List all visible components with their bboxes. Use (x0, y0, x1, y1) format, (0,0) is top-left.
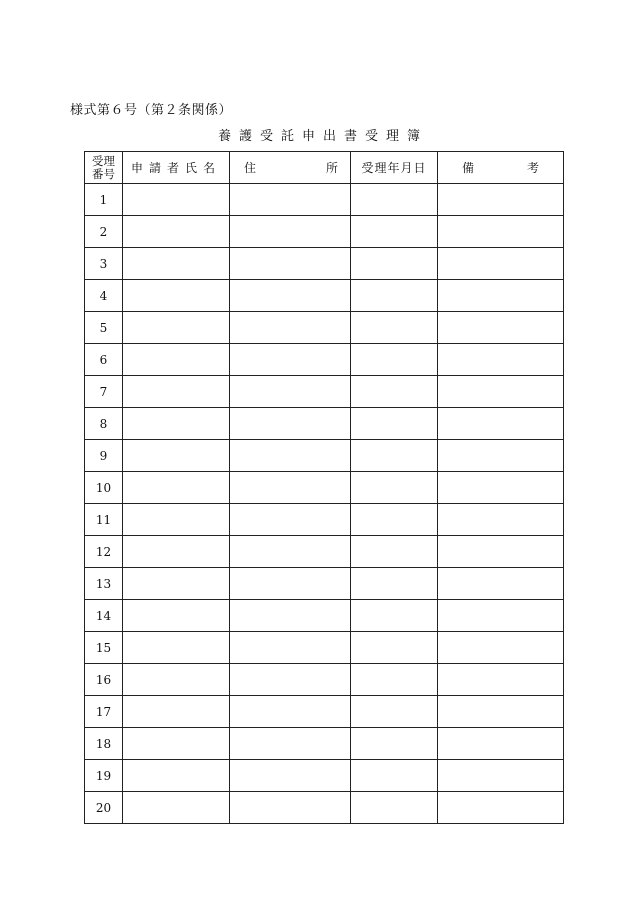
header-received-date: 受理年月日 (351, 152, 438, 184)
received-date-cell[interactable] (351, 408, 438, 440)
address-cell[interactable] (230, 216, 351, 248)
header-remarks-right: 考 (526, 161, 539, 175)
register-body (85, 184, 564, 824)
table-row (85, 600, 564, 632)
received-date-cell[interactable] (351, 376, 438, 408)
remarks-cell[interactable] (438, 536, 564, 568)
header-applicant-name: 申請者氏名 (123, 152, 230, 184)
row-number: 8 (85, 408, 123, 440)
applicant-name-cell[interactable] (123, 664, 230, 696)
address-cell[interactable] (230, 344, 351, 376)
row-number: 4 (85, 280, 123, 312)
received-date-cell[interactable] (351, 312, 438, 344)
row-number: 14 (85, 600, 123, 632)
received-date-cell[interactable] (351, 632, 438, 664)
row-number: 13 (85, 568, 123, 600)
applicant-name-cell[interactable] (123, 344, 230, 376)
header-receipt-number-line2: 番号 (92, 166, 115, 181)
remarks-cell[interactable] (438, 248, 564, 280)
table-row (85, 408, 564, 440)
row-number: 19 (85, 760, 123, 792)
address-cell[interactable] (230, 632, 351, 664)
table-row (85, 216, 564, 248)
applicant-name-cell[interactable] (123, 600, 230, 632)
table-row (85, 568, 564, 600)
row-number: 12 (85, 536, 123, 568)
received-date-cell[interactable] (351, 568, 438, 600)
table-row (85, 280, 564, 312)
received-date-cell[interactable] (351, 440, 438, 472)
header-row (85, 152, 564, 184)
applicant-name-cell[interactable] (123, 536, 230, 568)
address-cell[interactable] (230, 248, 351, 280)
table-row (85, 632, 564, 664)
applicant-name-cell[interactable] (123, 760, 230, 792)
received-date-cell[interactable] (351, 696, 438, 728)
received-date-cell[interactable] (351, 760, 438, 792)
address-cell[interactable] (230, 536, 351, 568)
remarks-cell[interactable] (438, 184, 564, 216)
header-receipt-number (85, 152, 123, 184)
header-receipt-number-line1: 受理 (92, 153, 115, 168)
address-cell[interactable] (230, 440, 351, 472)
address-cell[interactable] (230, 792, 351, 824)
received-date-cell[interactable] (351, 344, 438, 376)
address-cell[interactable] (230, 408, 351, 440)
applicant-name-cell[interactable] (123, 280, 230, 312)
document-title: 養護受託申出書受理簿 (217, 129, 428, 144)
received-date-cell[interactable] (351, 472, 438, 504)
table-row (85, 344, 564, 376)
table-row (85, 760, 564, 792)
register-table (84, 151, 564, 824)
applicant-name-cell[interactable] (123, 472, 230, 504)
remarks-cell[interactable] (438, 216, 564, 248)
row-number: 6 (85, 344, 123, 376)
table-row (85, 696, 564, 728)
remarks-cell[interactable] (438, 472, 564, 504)
remarks-cell[interactable] (438, 504, 564, 536)
row-number: 5 (85, 312, 123, 344)
applicant-name-cell[interactable] (123, 408, 230, 440)
applicant-name-cell[interactable] (123, 376, 230, 408)
address-cell[interactable] (230, 504, 351, 536)
received-date-cell[interactable] (351, 280, 438, 312)
applicant-name-cell[interactable] (123, 184, 230, 216)
table-row (85, 312, 564, 344)
table-row (85, 664, 564, 696)
address-cell[interactable] (230, 728, 351, 760)
remarks-cell[interactable] (438, 568, 564, 600)
address-cell[interactable] (230, 760, 351, 792)
header-address-right: 所 (325, 161, 338, 175)
remarks-cell[interactable] (438, 408, 564, 440)
received-date-cell[interactable] (351, 536, 438, 568)
remarks-cell[interactable] (438, 792, 564, 824)
row-number: 18 (85, 728, 123, 760)
received-date-cell[interactable] (351, 600, 438, 632)
remarks-cell[interactable] (438, 728, 564, 760)
received-date-cell[interactable] (351, 216, 438, 248)
form-number: 様式第６号（第２条関係） (70, 103, 233, 118)
received-date-cell[interactable] (351, 248, 438, 280)
row-number: 16 (85, 664, 123, 696)
row-number: 3 (85, 248, 123, 280)
address-cell[interactable] (230, 664, 351, 696)
applicant-name-cell[interactable] (123, 440, 230, 472)
received-date-cell[interactable] (351, 504, 438, 536)
table-row (85, 728, 564, 760)
received-date-cell[interactable] (351, 792, 438, 824)
remarks-cell[interactable] (438, 376, 564, 408)
row-number: 11 (85, 504, 123, 536)
applicant-name-cell[interactable] (123, 696, 230, 728)
applicant-name-cell[interactable] (123, 568, 230, 600)
table-row (85, 792, 564, 824)
applicant-name-cell[interactable] (123, 504, 230, 536)
address-cell[interactable] (230, 568, 351, 600)
address-cell[interactable] (230, 312, 351, 344)
applicant-name-cell[interactable] (123, 312, 230, 344)
address-cell[interactable] (230, 696, 351, 728)
remarks-cell[interactable] (438, 312, 564, 344)
header-address (230, 152, 351, 184)
applicant-name-cell[interactable] (123, 216, 230, 248)
table-row (85, 504, 564, 536)
address-cell[interactable] (230, 184, 351, 216)
received-date-cell[interactable] (351, 184, 438, 216)
remarks-cell[interactable] (438, 440, 564, 472)
table-row (85, 184, 564, 216)
applicant-name-cell[interactable] (123, 248, 230, 280)
address-cell[interactable] (230, 472, 351, 504)
row-number: 9 (85, 440, 123, 472)
applicant-name-cell[interactable] (123, 792, 230, 824)
remarks-cell[interactable] (438, 760, 564, 792)
applicant-name-cell[interactable] (123, 728, 230, 760)
remarks-cell[interactable] (438, 664, 564, 696)
address-cell[interactable] (230, 280, 351, 312)
table-row (85, 536, 564, 568)
row-number: 17 (85, 696, 123, 728)
header-remarks-left: 備 (462, 161, 475, 175)
remarks-cell[interactable] (438, 600, 564, 632)
header-remarks (438, 152, 564, 184)
row-number: 20 (85, 792, 123, 824)
row-number: 10 (85, 472, 123, 504)
row-number: 2 (85, 216, 123, 248)
received-date-cell[interactable] (351, 728, 438, 760)
remarks-cell[interactable] (438, 280, 564, 312)
row-number: 15 (85, 632, 123, 664)
applicant-name-cell[interactable] (123, 632, 230, 664)
remarks-cell[interactable] (438, 696, 564, 728)
table-row (85, 248, 564, 280)
header-address-left: 住 (244, 161, 257, 175)
table-row (85, 376, 564, 408)
row-number: 7 (85, 376, 123, 408)
address-cell[interactable] (230, 376, 351, 408)
table-row (85, 472, 564, 504)
remarks-cell[interactable] (438, 344, 564, 376)
table-row (85, 440, 564, 472)
address-cell[interactable] (230, 600, 351, 632)
received-date-cell[interactable] (351, 664, 438, 696)
row-number: 1 (85, 184, 123, 216)
remarks-cell[interactable] (438, 632, 564, 664)
